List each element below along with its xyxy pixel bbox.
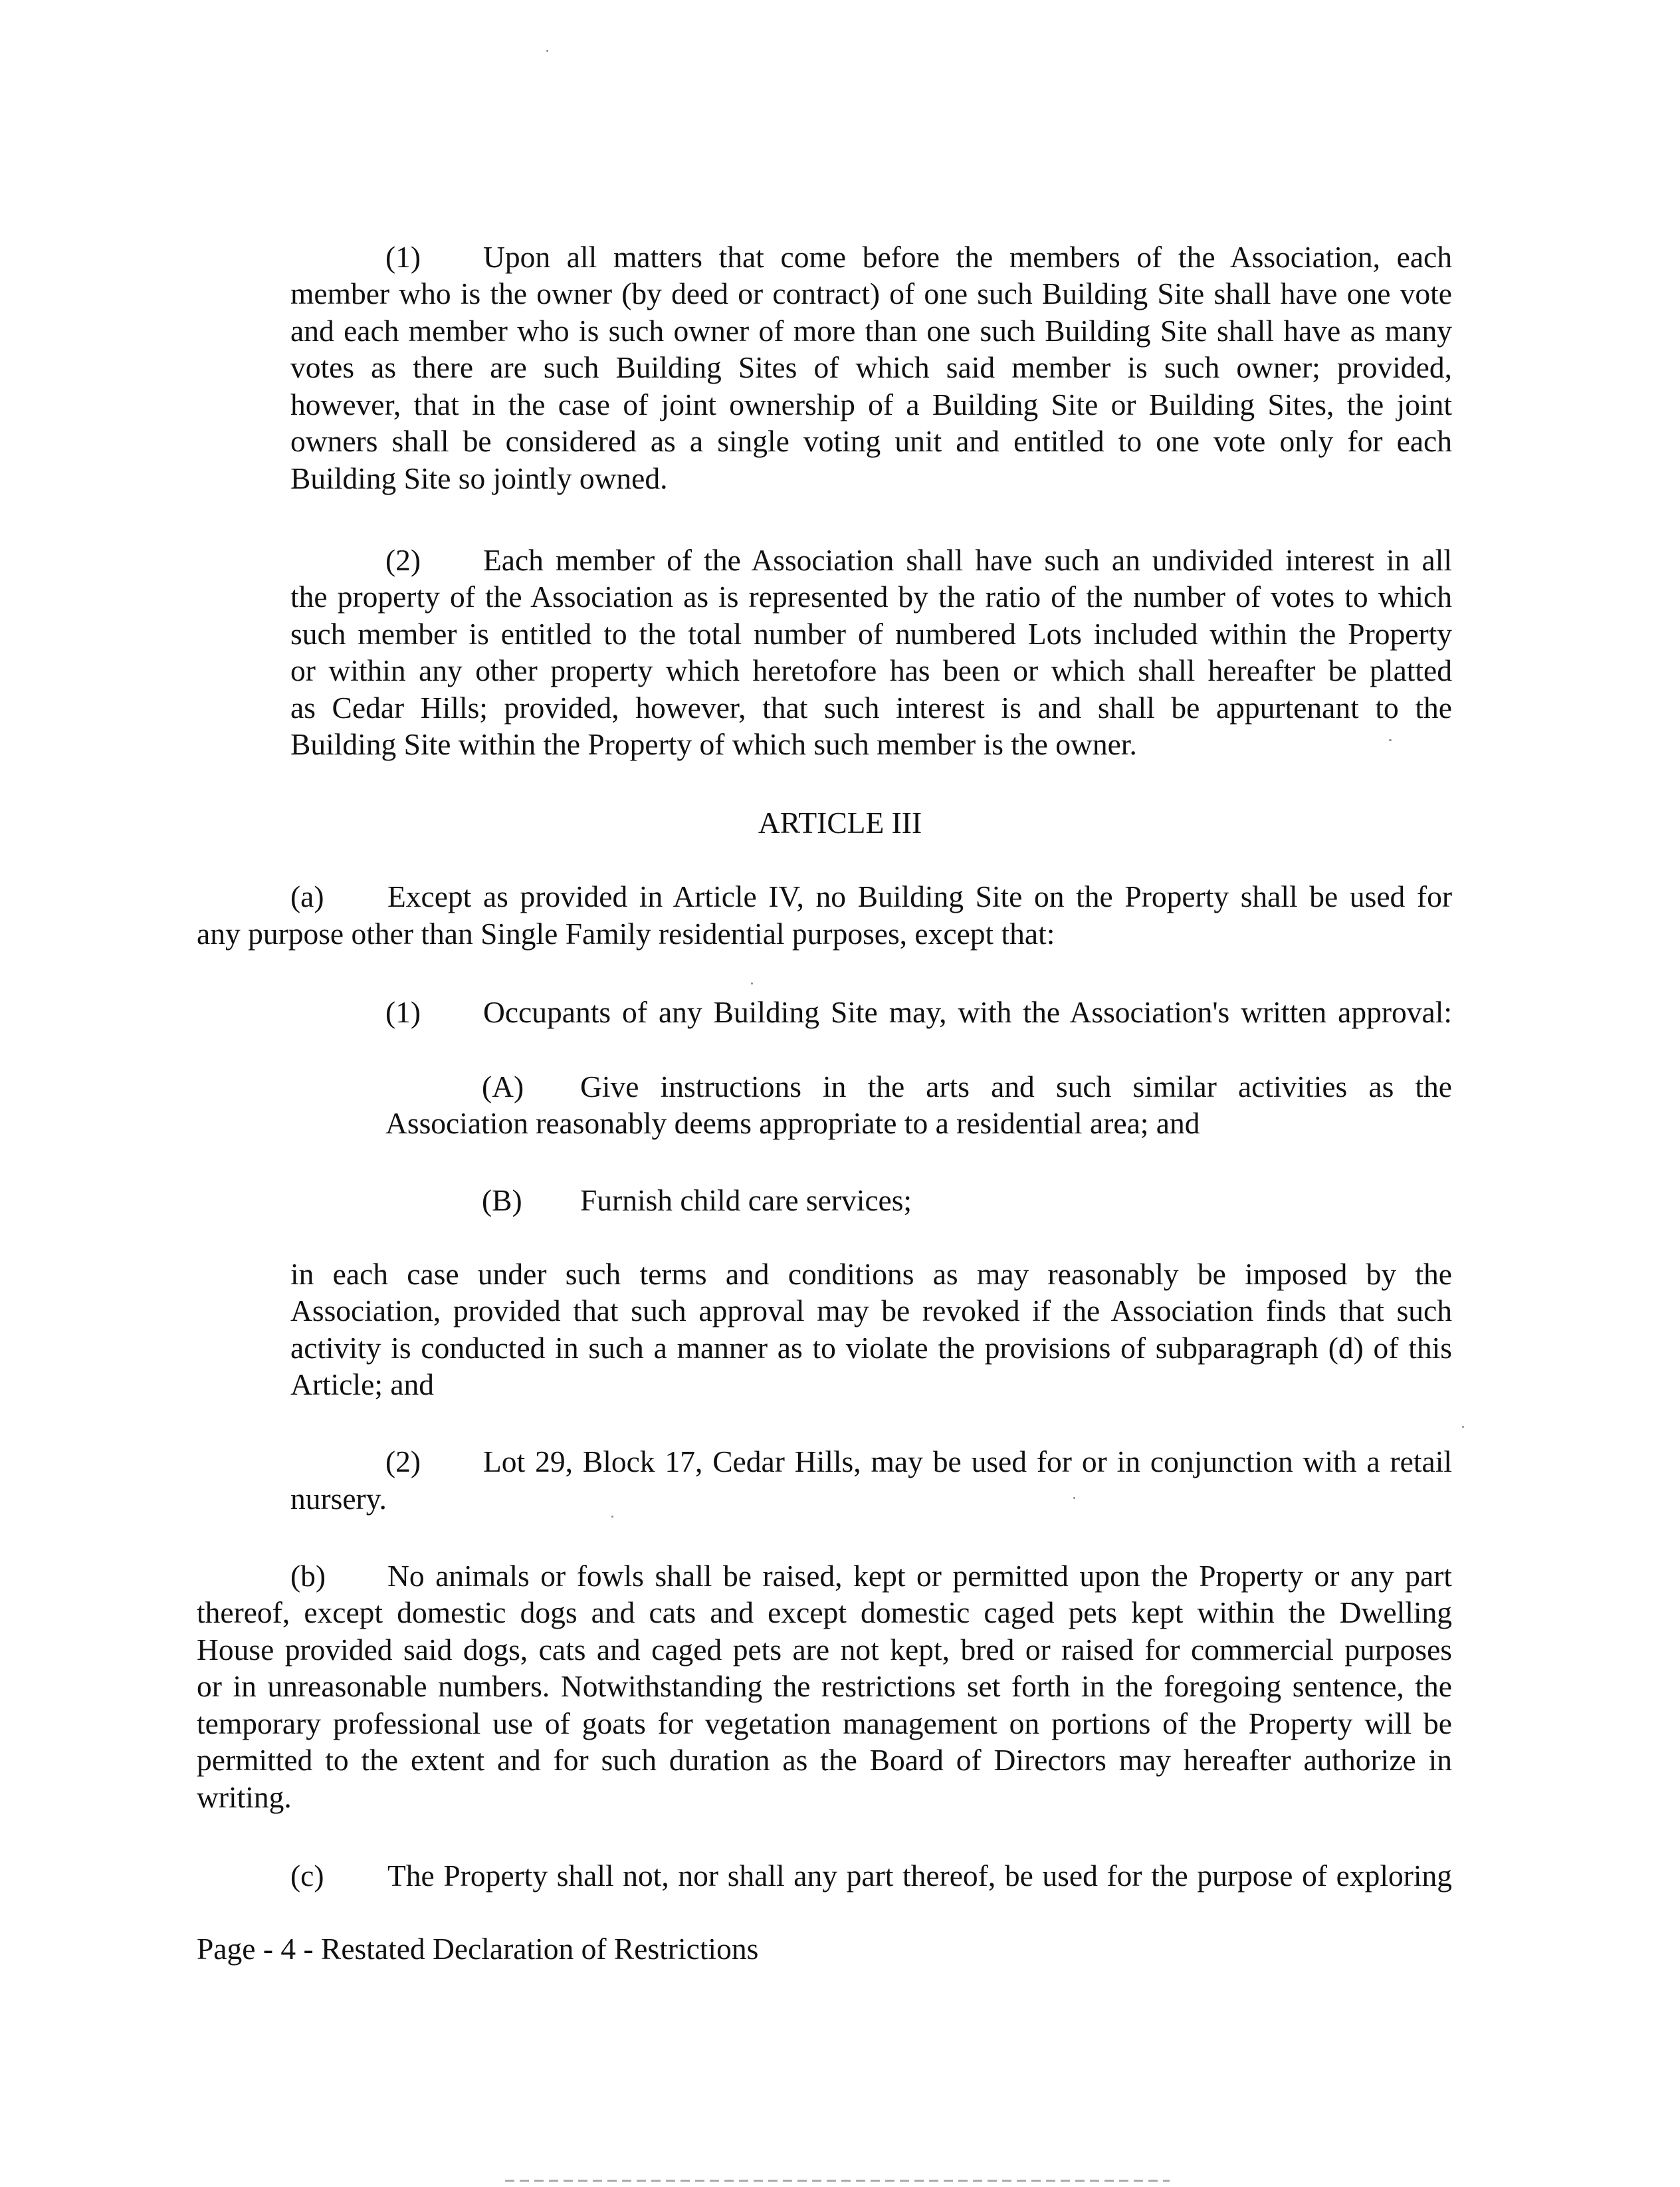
scan-speck <box>1073 1497 1075 1499</box>
paragraph-label: (a) <box>290 879 324 913</box>
text-line: in each case under such terms and conditions as may reasonably be imposed by the <box>290 1257 1452 1291</box>
text-line: permitted to the extent and for such duration as the Board of Directors may hereafter authorize in <box>197 1743 1452 1777</box>
text-line: any purpose other than Single Family residential purposes, except that: <box>197 917 1055 951</box>
text-line: however, that in the case of joint ownership of a Building Site or Building Sites, the joint <box>290 388 1452 421</box>
text-line: Building Site so jointly owned. <box>290 461 668 495</box>
text-line: writing. <box>197 1780 292 1814</box>
scan-speck <box>611 1516 613 1518</box>
text-line: thereof, except domestic dogs and cats and except domestic caged pets kept within the Dwelling <box>197 1595 1452 1629</box>
article-heading: ARTICLE III <box>758 806 922 840</box>
text-line: owners shall be considered as a single voting unit and entitled to one vote only for each <box>290 424 1452 458</box>
text-line: such member is entitled to the total number of numbered Lots included within the Property <box>290 617 1452 651</box>
text-line: Article; and <box>290 1367 435 1401</box>
scan-speck <box>1389 739 1392 741</box>
paragraph-label: (c) <box>290 1859 324 1893</box>
text-line: The Property shall not, nor shall any part thereof, be used for the purpose of exploring <box>387 1859 1452 1893</box>
text-line: Except as provided in Article IV, no Building Site on the Property shall be used for <box>387 879 1452 913</box>
paragraph-label: (A) <box>482 1070 524 1103</box>
text-line: House provided said dogs, cats and caged pets are not kept, bred or raised for commercial purposes <box>197 1633 1452 1667</box>
page-footer: Page - 4 - Restated Declaration of Restrictions <box>197 1932 759 1966</box>
paragraph-label: (B) <box>482 1183 522 1217</box>
text-line: Give instructions in the arts and such similar activities as the <box>580 1070 1452 1103</box>
paragraph-label: (b) <box>290 1559 326 1593</box>
text-line: the property of the Association as is represented by the ratio of the number of votes to which <box>290 580 1452 614</box>
scan-edge-mark <box>505 2180 1170 2182</box>
text-line: or in unreasonable numbers. Notwithstanding the restrictions set forth in the foregoing sentence, the <box>197 1669 1452 1703</box>
text-line: votes as there are such Building Sites of which said member is such owner; provided, <box>290 350 1452 384</box>
text-line: as Cedar Hills; provided, however, that such interest is and shall be appurtenant to the <box>290 691 1452 725</box>
text-line: Occupants of any Building Site may, with the Association's written approval: <box>483 995 1452 1029</box>
text-line: and each member who is such owner of more than one such Building Site shall have as many <box>290 314 1452 348</box>
paragraph-label: (2) <box>385 1444 421 1478</box>
text-line: Furnish child care services; <box>580 1183 912 1217</box>
text-line: temporary professional use of goats for vegetation management on portions of the Property will be <box>197 1706 1452 1740</box>
text-line: activity is conducted in such a manner as to violate the provisions of subparagraph (d) of this <box>290 1331 1452 1365</box>
text-line: nursery. <box>290 1482 387 1516</box>
text-line: No animals or fowls shall be raised, kept or permitted upon the Property or any part <box>387 1559 1452 1593</box>
text-line: member who is the owner (by deed or contract) of one such Building Site shall have one vote <box>290 277 1452 310</box>
paragraph-label: (1) <box>385 240 421 274</box>
text-line: or within any other property which heretofore has been or which shall hereafter be platted <box>290 653 1452 687</box>
text-line: Association, provided that such approval may be revoked if the Association finds that such <box>290 1294 1452 1327</box>
scan-speck <box>1462 1426 1464 1428</box>
paragraph-label: (1) <box>385 995 421 1029</box>
paragraph-label: (2) <box>385 543 421 577</box>
text-line: Association reasonably deems appropriate to a residential area; and <box>385 1106 1200 1140</box>
text-line: Building Site within the Property of which such member is the owner. <box>290 727 1137 761</box>
scan-speck <box>546 50 548 52</box>
scan-speck <box>751 982 753 984</box>
text-line: Lot 29, Block 17, Cedar Hills, may be used for or in conjunction with a retail <box>483 1444 1452 1478</box>
text-line: Each member of the Association shall have such an undivided interest in all <box>483 543 1452 577</box>
text-line: Upon all matters that come before the members of the Association, each <box>483 240 1452 274</box>
